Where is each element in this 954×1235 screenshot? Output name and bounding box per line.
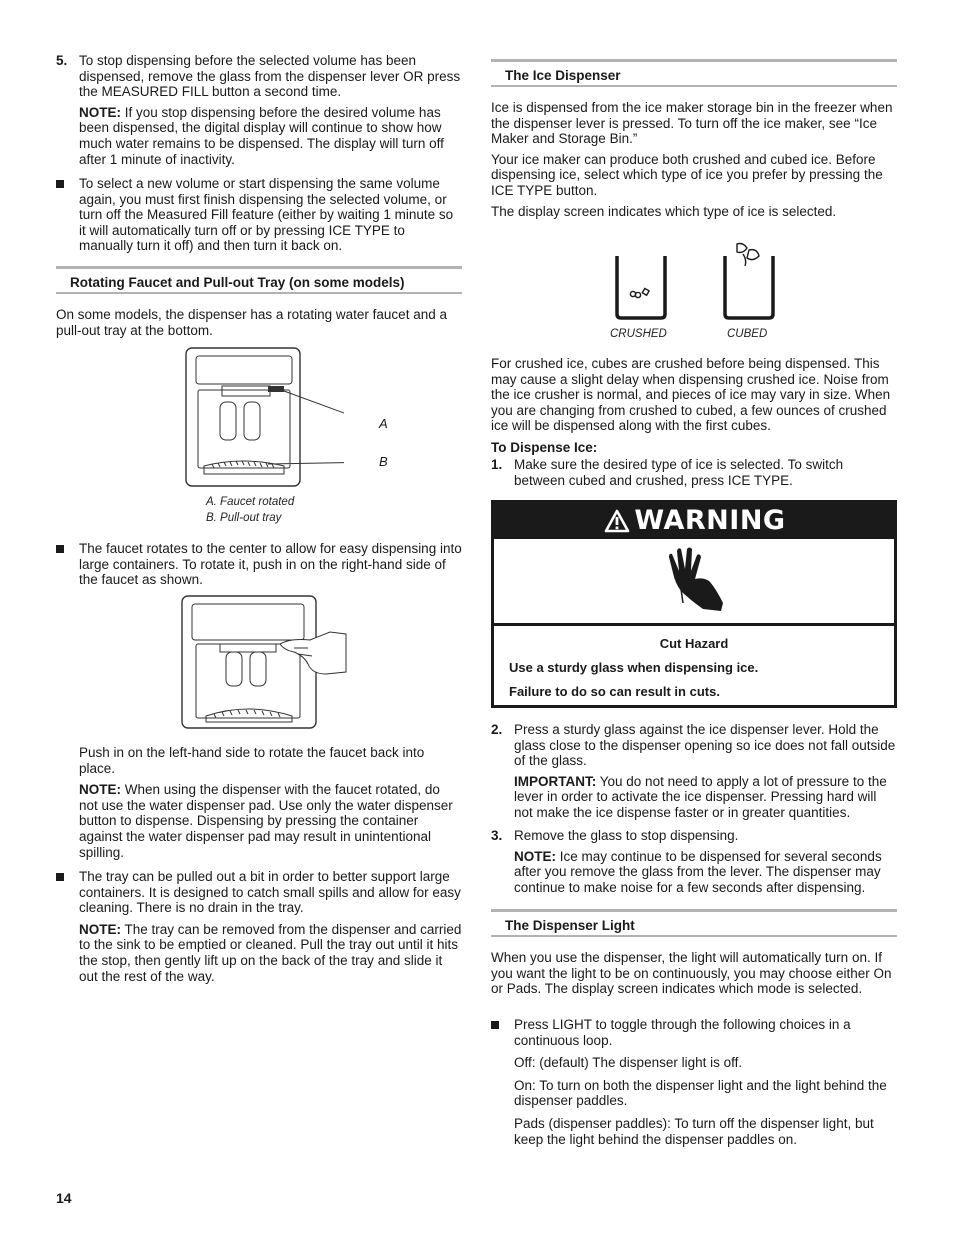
note-text: The tray can be removed from the dispenser and carried to the sink to be emptied or cleaned. Pull the tray out until it hits the stop, then gently lift up on the back of the tray and slide it out the rest of the way. bbox=[79, 921, 462, 984]
cubed-label: CUBED bbox=[727, 328, 768, 340]
step-text: Press a sturdy glass against the ice dispenser lever. Hold the glass close to the dispenser opening so ice does not fall outside of the glass. bbox=[514, 722, 896, 769]
warning-line: Use a sturdy glass when dispensing ice. bbox=[509, 660, 759, 675]
step-1 bbox=[491, 457, 897, 488]
section-heading-text: Rotating Faucet and Pull-out Tray (on some models) bbox=[70, 275, 405, 290]
note-label: NOTE: bbox=[79, 921, 121, 937]
step-2 bbox=[491, 722, 897, 821]
section-heading-text: The Dispenser Light bbox=[505, 918, 635, 933]
step-text: To stop dispensing before the selected volume has been dispensed, remove the glass from the dispenser lever OR press the MEASURED FILL button a second time. bbox=[79, 53, 461, 100]
warning-line: Failure to do so can result in cuts. bbox=[509, 684, 720, 699]
bullet-item bbox=[56, 541, 462, 588]
note-paragraph bbox=[79, 782, 462, 860]
paragraph-text: Ice is dispensed from the ice maker storage bin in the freezer when the dispenser lever is pressed. To turn off the ice maker, see “Ice Maker and Storage Bin.” bbox=[491, 100, 893, 147]
step-number: 1. bbox=[491, 457, 503, 472]
paragraph-text: When you use the dispenser, the light will automatically turn on. If you want the light to be on continuously, you may choose either On or Pads. The display screen indicates which mode is selected. bbox=[491, 950, 892, 997]
step-3 bbox=[491, 828, 897, 895]
warning-hazard: Cut Hazard bbox=[659, 636, 729, 651]
bullet-item bbox=[491, 1017, 897, 1147]
important-paragraph bbox=[514, 774, 897, 821]
light-option: On: To turn on both the dispenser light and the light behind the dispenser paddles. bbox=[514, 1077, 887, 1109]
note-paragraph bbox=[514, 849, 897, 896]
warning-header bbox=[494, 503, 894, 539]
dispenser-figure-2 bbox=[180, 594, 350, 734]
step-number: 3. bbox=[491, 828, 503, 843]
bullet-text: The tray can be pulled out a bit in order to better support large containers. It is designed to catch small spills and allow for easy cleaning. There is no drain in the tray. bbox=[79, 869, 461, 916]
paragraph-text: For crushed ice, cubes are crushed before being dispensed. This may cause a slight delay when dispensing crushed ice. Noise from the ice crusher is normal, and pieces of ice may vary in size. When you are changing from crushed to cubed, a few ounces of crushed ice will be dispensed along with the first cubes. bbox=[491, 356, 891, 434]
paragraph-text: On some models, the dispenser has a rotating water faucet and a pull-out tray at the bottom. bbox=[56, 307, 447, 338]
note-text: If you stop dispensing before the desired volume has been dispensed, the digital display will continue to show how much water remains to be dispensed. The display will turn off after 1 minute of inactivity. bbox=[79, 104, 444, 167]
crushed-icon bbox=[617, 256, 665, 318]
light-intro bbox=[491, 950, 897, 997]
warning-icon-area bbox=[494, 539, 894, 626]
ice-intro bbox=[491, 100, 897, 219]
note-label: NOTE: bbox=[514, 848, 556, 864]
bullet-marker bbox=[56, 180, 64, 188]
light-option: Pads (dispenser paddles): To turn off the dispenser light, but keep the light behind the dispenser paddles on. bbox=[514, 1115, 874, 1147]
step-5 bbox=[56, 53, 462, 167]
bullet-marker bbox=[491, 1021, 499, 1029]
bullet-marker bbox=[56, 545, 64, 553]
bullet-item bbox=[56, 176, 462, 254]
bullet-item bbox=[56, 869, 462, 984]
light-option: Off: (default) The dispenser light is off. bbox=[514, 1055, 743, 1071]
step-number: 5. bbox=[56, 53, 68, 68]
figure-label-b: B bbox=[379, 454, 388, 469]
note-text: When using the dispenser with the faucet rotated, do not use the water dispenser pad. Use only the water dispenser button to dispense. Dispensing by pressing the container against the water dispenser pad may result in unintentional spilling. bbox=[79, 782, 453, 860]
figure-caption-b: B. Pull-out tray bbox=[206, 512, 282, 524]
section-heading bbox=[491, 59, 897, 87]
crushed-label: CRUSHED bbox=[610, 328, 667, 340]
step-number: 2. bbox=[491, 722, 503, 737]
section-heading-text: The Ice Dispenser bbox=[505, 68, 621, 83]
important-label: IMPORTANT: bbox=[514, 773, 597, 789]
page-number: 14 bbox=[56, 1190, 72, 1206]
dispenser-illustration bbox=[184, 346, 344, 496]
warning-box bbox=[491, 500, 897, 708]
figure-label-a: A bbox=[379, 416, 388, 431]
note-paragraph bbox=[79, 922, 462, 984]
section-heading bbox=[56, 266, 462, 294]
intro-paragraph bbox=[56, 307, 462, 338]
push-left-paragraph bbox=[56, 745, 462, 860]
note-label: NOTE: bbox=[79, 104, 121, 120]
warning-triangle-icon bbox=[604, 509, 630, 533]
subheading-text: To Dispense Ice: bbox=[491, 440, 598, 455]
note-text: Ice may continue to be dispensed for several seconds after you remove the glass from the lever. The dispenser may continue to make noise for a few seconds after dispensing. bbox=[514, 848, 882, 895]
step-text: Make sure the desired type of ice is selected. To switch between cubed and crushed, press ICE TYPE. bbox=[514, 457, 844, 488]
bullet-text: The faucet rotates to the center to allow for easy dispensing into large containers. To rotate it, push in on the right-hand side of the faucet as shown. bbox=[79, 541, 462, 588]
to-dispense-heading bbox=[491, 440, 897, 456]
cubed-icon bbox=[725, 244, 773, 319]
cut-hazard-hand-icon bbox=[659, 547, 729, 617]
important-text: You do not need to apply a lot of pressure to the lever in order to activate the ice dispenser. Pressing hard will not make the ice dispense faster or in greater quantities. bbox=[514, 773, 887, 820]
ice-type-icons bbox=[603, 238, 803, 348]
paragraph-text: The display screen indicates which type of ice is selected. bbox=[491, 203, 837, 219]
note-paragraph bbox=[79, 105, 462, 167]
dispenser-figure-1 bbox=[184, 346, 388, 536]
bullet-text: Press LIGHT to toggle through the following choices in a continuous loop. bbox=[514, 1017, 851, 1048]
bullet-text: To select a new volume or start dispensing the same volume again, you must first finish dispensing the selected volume, or turn off the Measured Fill feature (either by waiting 1 minute so it will automatically turn off or by pressing ICE TYPE to manually turn it off) and then turn it back on. bbox=[79, 176, 454, 254]
dispenser-push-illustration bbox=[180, 594, 350, 734]
section-heading bbox=[491, 909, 897, 937]
paragraph-text: Your ice maker can produce both crushed and cubed ice. Before dispensing ice, select which type of ice you prefer by pressing the ICE TYPE button. bbox=[491, 151, 883, 198]
crushed-explanation bbox=[491, 356, 897, 434]
warning-title: WARNING bbox=[634, 505, 786, 536]
step-text: Remove the glass to stop dispensing. bbox=[514, 828, 739, 843]
paragraph-text: Push in on the left-hand side to rotate the faucet back into place. bbox=[79, 745, 425, 776]
ice-type-illustration bbox=[603, 238, 803, 322]
note-label: NOTE: bbox=[79, 782, 121, 798]
bullet-marker bbox=[56, 873, 64, 881]
figure-caption-a: A. Faucet rotated bbox=[206, 496, 295, 508]
